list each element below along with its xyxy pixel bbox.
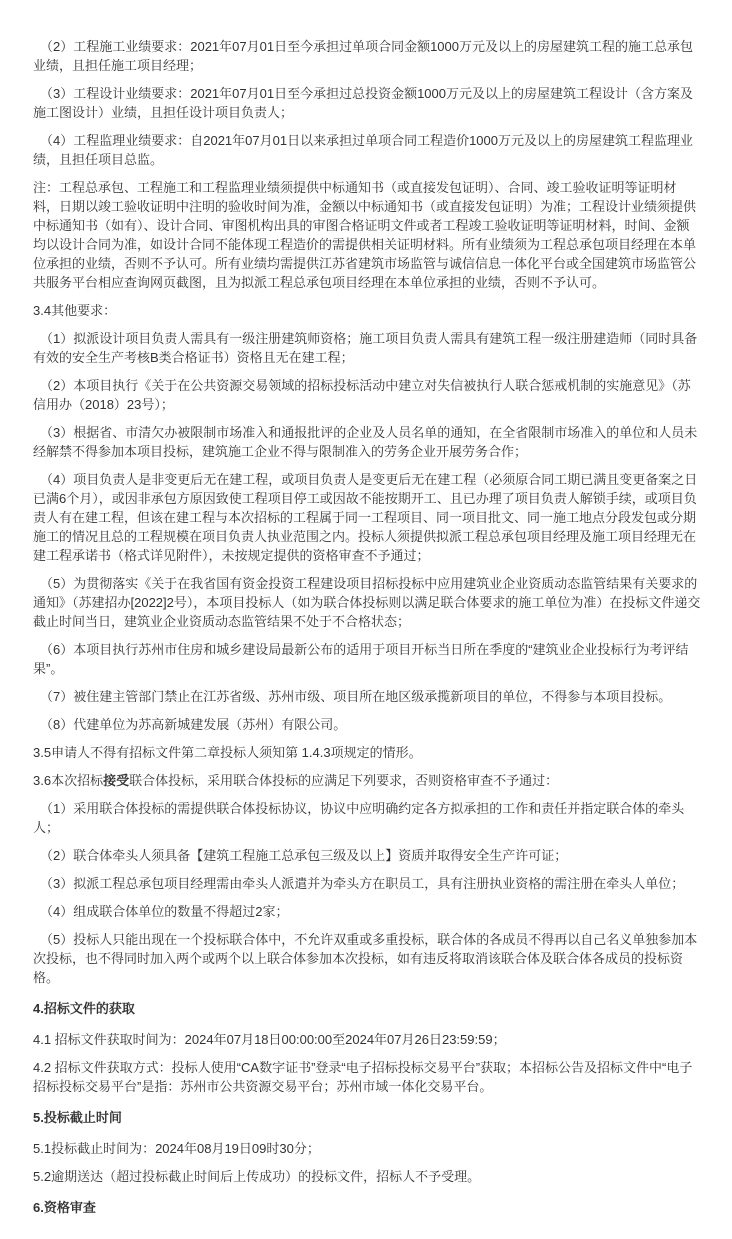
paragraph-3-6	[33, 771, 702, 790]
section-3-4-title: 3.4其他要求：	[33, 303, 117, 318]
paragraph-3-4-item-8: （8）代建单位为苏高新城建发展（苏州）有限公司。	[40, 717, 347, 732]
paragraph-performance-design: （3）工程设计业绩要求：2021年07月01日至今承担过总投资金额1000万元及以上的房屋建筑工程设计（含方案及施工图设计）业绩，且担任设计项目负责人；	[33, 86, 693, 120]
section-6-heading: 6.资格审查	[33, 1200, 96, 1215]
paragraph-3-6-item-3: （3）拟派工程总承包项目经理需由牵头人派遣并为牵头方在职员工，具有注册执业资格的需注册在牵头人单位；	[40, 876, 685, 891]
paragraph-3-5: 3.5申请人不得有招标文件第二章投标人须知第 1.4.3项规定的情形。	[33, 745, 422, 760]
paragraph-4-1: 4.1 招标文件获取时间为：2024年07月18日00:00:00至2024年07月26日23:59:59；	[33, 1032, 506, 1047]
paragraph-note: 注：工程总承包、工程施工和工程监理业绩须提供中标通知书（或直接发包证明）、合同、竣工验收证明等证明材料，日期以竣工验收证明中注明的验收时间为准，金额以中标通知书（或直接发包证明）为准；工程设计业绩须提供中标通知书（如有）、设计合同、审图机构出具的审图合格证明文件或者工程竣工验收证明等证明材料，时间、金额均以设计合同为准，如设计合同不能体现工程造价的需提供相关证明材料。所有业绩须为工程总承包项目经理在本单位承担的业绩，否则不予认可。所有业绩均需提供江苏省建筑市场监管与诚信信息一体化平台或全国建筑市场监管公共服务平台相应查询网页截图，且为拟派工程总承包项目经理在本单位承担的业绩，否则不予认可。	[33, 180, 697, 290]
paragraph-3-4-item-1: （1）拟派设计项目负责人需具有一级注册建筑师资格；施工项目负责人需具有建筑工程一级注册建造师（同时具备有效的安全生产考核B类合格证书）资格且无在建工程；	[33, 331, 698, 365]
paragraph-5-1: 5.1投标截止时间为：2024年08月19日09时30分；	[33, 1141, 320, 1156]
paragraph-3-6-item-4: （4）组成联合体单位的数量不得超过2家；	[40, 904, 289, 919]
paragraph-3-6-item-5: （5）投标人只能出现在一个投标联合体中，不允许双重或多重投标，联合体的各成员不得再以自己名义单独参加本次投标，也不得同时加入两个或两个以上联合体参加本次投标，如有违反将取消该联合体及联合体各成员的投标资格。	[33, 932, 698, 985]
paragraph-5-2: 5.2逾期送达（超过投标截止时间后上传成功）的投标文件，招标人不予受理。	[33, 1169, 481, 1184]
paragraph-3-6-item-1: （1）采用联合体投标的需提供联合体投标协议，协议中应明确约定各方拟承担的工作和责任并指定联合体的牵头人；	[33, 801, 685, 835]
paragraph-3-4-item-3: （3）根据省、市清欠办被限制市场准入和通报批评的企业及人员名单的通知，在全省限制市场准入的单位和人员未经解禁不得参加本项目投标，建筑施工企业不得与限制准入的劳务企业开展劳务合作；	[33, 425, 698, 459]
paragraph-performance-construction: （2）工程施工业绩要求：2021年07月01日至今承担过单项合同金额1000万元及以上的房屋建筑工程的施工总承包业绩，且担任施工项目经理；	[33, 39, 693, 73]
section-4-heading: 4.招标文件的获取	[33, 1001, 135, 1016]
paragraph-3-6-accept-bold: 接受	[103, 773, 130, 788]
paragraph-3-4-item-4: （4）项目负责人是非变更后无在建工程，或项目负责人是变更后无在建工程（必须原合同工期已满且变更备案之日已满6个月），或因非承包方原因致使工程项目停工或因故不能按期开工、且已办理了项目负责人解锁手续，或项目负责人有在建工程，但该在建工程与本次招标的工程属于同一工程项目、同一项目批文、同一施工地点分段发包或分期施工的情况且总的工程规模在项目负责人执业范围之内。投标人须提供拟派工程总承包项目经理及施工项目经理无在建工程承诺书（格式详见附件），未按规定提供的资格审查不予通过；	[33, 472, 698, 563]
paragraph-3-6-prefix: 3.6本次招标	[33, 773, 104, 788]
paragraph-3-4-item-6: （6）本项目执行苏州市住房和城乡建设局最新公布的适用于项目开标当日所在季度的“建筑业企业投标行为考评结果”。	[33, 642, 689, 676]
paragraph-3-4-item-2: （2）本项目执行《关于在公共资源交易领域的招标投标活动中建立对失信被执行人联合惩戒机制的实施意见》（苏信用办（2018）23号）；	[33, 378, 691, 412]
paragraph-3-4-item-7: （7）被住建主管部门禁止在江苏省级、苏州市级、项目所在地区级承揽新项目的单位，不得参与本项目投标。	[40, 689, 672, 704]
paragraph-3-6-suffix: 联合体投标，采用联合体投标的应满足下列要求，否则资格审查不予通过：	[129, 773, 559, 788]
paragraph-3-6-item-2: （2）联合体牵头人须具备【建筑工程施工总承包三级及以上】资质并取得安全生产许可证；	[40, 848, 568, 863]
paragraph-performance-supervision: （4）工程监理业绩要求：自2021年07月01日以来承担过单项合同工程造价1000万元及以上的房屋建筑工程监理业绩，且担任项目总监。	[33, 133, 693, 167]
section-5-heading: 5.投标截止时间	[33, 1110, 122, 1125]
paragraph-3-4-item-5: （5）为贯彻落实《关于在我省国有资金投资工程建设项目招标投标中应用建筑业企业资质动态监管结果有关要求的通知》（苏建招办[2022]2号），本项目投标人（如为联合体投标则以满足联合体要求的施工单位为准）在投标文件递交截止时间当日，建筑业企业资质动态监管结果不处于不合格状态；	[33, 576, 701, 629]
paragraph-4-2: 4.2 招标文件获取方式：投标人使用“CA数字证书”登录“电子招标投标交易平台”获取；本招标公告及招标文件中“电子招标投标交易平台”是指：苏州市公共资源交易平台；苏州市域一体化交易平台。	[33, 1060, 693, 1094]
